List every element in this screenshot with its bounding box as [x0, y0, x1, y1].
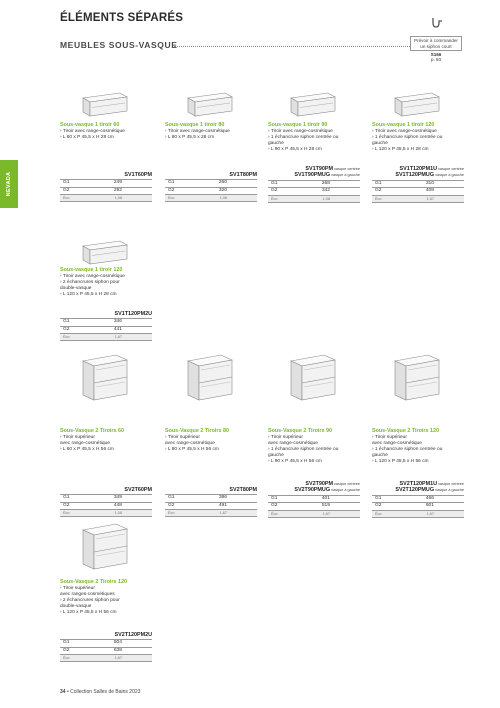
- product-card: [60, 238, 152, 340]
- product-description: [60, 586, 152, 617]
- price-table: [60, 639, 152, 662]
- product-desc-line: › L 60 x P 45,5 x H 28 cm: [60, 134, 114, 140]
- product-title: Sous-Vasque 2 Tiroirs 120: [372, 428, 440, 434]
- product-desc-line: › Tiroir supérieur: [60, 585, 95, 591]
- price-table: [372, 180, 464, 203]
- product-ref-block: [268, 166, 360, 203]
- price-row: [60, 495, 152, 503]
- product-image: [288, 351, 360, 403]
- price-row: [60, 640, 152, 648]
- product-desc-line: › L 120 x P 45,5 x H 28 cm: [60, 292, 117, 298]
- product-card: [372, 351, 464, 516]
- price-row: [268, 195, 360, 202]
- price-row: [372, 188, 464, 196]
- product-desc-line: double-vasque: [60, 285, 92, 291]
- page-title: ÉLÉMENTS SÉPARÉS: [60, 12, 184, 24]
- price-value: 1,08: [81, 195, 152, 202]
- price-value: 260: [186, 180, 257, 188]
- product-image: [392, 351, 464, 403]
- product-title: Sous-vasque 1 tiroir 120: [60, 267, 123, 273]
- price-value: 249: [81, 180, 152, 188]
- product-desc-line: › L 120 x P 45,5 x H 56 cm: [372, 459, 429, 465]
- page-number: 34: [60, 689, 66, 695]
- price-row: [165, 502, 257, 510]
- product-ref-code: SV2T120PM1U: [399, 481, 437, 487]
- price-value: 448: [81, 502, 152, 510]
- product-card: [165, 90, 257, 201]
- siphon-ref-code: S166: [430, 52, 442, 57]
- product-title: Sous-Vasque 2 Tiroirs 120: [60, 579, 128, 585]
- product-ref-code: SV1T90PMUG: [294, 172, 331, 179]
- price-value: 1,67: [289, 510, 360, 517]
- price-label: Éco: [60, 510, 81, 517]
- product-card: [372, 90, 464, 201]
- price-row: [60, 180, 152, 188]
- product-ref-block: [60, 172, 152, 202]
- price-label: Éco: [165, 510, 186, 517]
- price-row: [268, 495, 360, 503]
- product-ref: [60, 311, 152, 317]
- price-value: 320: [186, 187, 257, 195]
- product-desc-line: › 1 échancrure siphon centrée ou: [268, 446, 339, 452]
- price-label: G2: [60, 647, 81, 655]
- siphon-ref-page: p. 93: [430, 57, 441, 62]
- product-ref-code: SV2T90PM: [305, 481, 333, 487]
- product-ref-block: [165, 487, 257, 517]
- product-desc-line: gauche: [268, 140, 284, 146]
- product-desc-line: avec range-cosmétique: [372, 440, 422, 446]
- price-row: [165, 195, 257, 202]
- price-label: G2: [268, 503, 289, 511]
- price-row: [372, 503, 464, 511]
- product-ref: [268, 172, 360, 178]
- product-card: [268, 351, 360, 516]
- footer-text: • Collection Salles de Bains 2023: [65, 689, 141, 695]
- product-description: [268, 435, 360, 466]
- section-title: MEUBLES SOUS-VASQUE: [60, 40, 178, 50]
- product-ref: [165, 172, 257, 178]
- product-desc-line: › L 60 x P 45,5 x H 56 cm: [60, 446, 114, 452]
- price-value: 1,67: [393, 195, 464, 202]
- price-row: [165, 510, 257, 517]
- product-ref-note: vasque à gauche: [330, 488, 360, 493]
- product-card: [60, 520, 152, 661]
- price-label: G1: [60, 180, 81, 188]
- product-ref-code: SV1T60PM: [124, 172, 152, 178]
- product-desc-line: avec range-cosmétique: [165, 440, 215, 446]
- price-value: 491: [186, 502, 257, 510]
- product-image: [80, 90, 152, 120]
- price-label: G2: [60, 187, 81, 195]
- product-desc-line: › 1 échancrure siphon centrée ou: [268, 134, 339, 140]
- product-description: [268, 129, 360, 154]
- price-row: [268, 188, 360, 196]
- price-label: Éco: [268, 510, 289, 517]
- price-value: 1,08: [186, 195, 257, 202]
- price-row: [268, 180, 360, 188]
- price-row: [372, 495, 464, 503]
- price-value: 1,08: [289, 195, 360, 202]
- product-ref-code: SV1T120PM2U: [114, 311, 152, 317]
- price-value: 1,67: [393, 510, 464, 517]
- siphon-ref: [410, 52, 462, 62]
- product-desc-line: double-vasque: [60, 604, 92, 610]
- product-desc-line: › Tiroir supérieur: [60, 434, 95, 440]
- product-desc-line: › Tiroir avec range-cosmétique: [268, 128, 333, 134]
- price-label: Éco: [165, 195, 186, 202]
- product-ref-block: [60, 311, 152, 341]
- price-value: 310: [393, 180, 464, 188]
- price-label: G1: [268, 180, 289, 188]
- product-ref-note: vasque centrée: [332, 167, 360, 171]
- price-table: [60, 494, 152, 517]
- product-ref-block: [372, 166, 464, 203]
- product-description: [60, 274, 152, 299]
- product-ref-block: [165, 172, 257, 202]
- product-description: [372, 435, 464, 466]
- side-tab: [0, 160, 18, 208]
- product-image: [185, 351, 257, 403]
- product-desc-line: gauche: [372, 453, 388, 459]
- price-value: 346: [81, 319, 152, 327]
- product-ref-block: [60, 632, 152, 662]
- product-desc-line: › L 90 x P 45,5 x H 28 cm: [268, 147, 322, 153]
- product-desc-line: › Tiroir avec range-cosmétique: [60, 273, 125, 279]
- product-description: [165, 435, 257, 454]
- price-label: Éco: [372, 510, 393, 517]
- price-table: [268, 180, 360, 203]
- product-desc-line: gauche: [268, 453, 284, 459]
- product-desc-line: › L 120 x P 45,5 x H 28 cm: [372, 147, 429, 153]
- product-desc-line: avec range-cosmétique: [60, 440, 110, 446]
- product-ref-code: SV2T120PMUG: [395, 487, 435, 494]
- product-title: Sous-vasque 1 tiroir 120: [372, 122, 435, 128]
- price-value: 504: [81, 640, 152, 648]
- product-title: Sous-vasque 1 tiroir 60: [60, 122, 120, 128]
- product-ref-code: SV1T120PMUG: [395, 172, 435, 179]
- price-label: G1: [60, 495, 81, 503]
- price-value: 441: [81, 326, 152, 334]
- product-title: Sous-vasque 1 tiroir 80: [165, 122, 225, 128]
- price-value: 349: [81, 495, 152, 503]
- siphon-icon: [429, 18, 443, 30]
- product-ref: [165, 487, 257, 493]
- price-label: G1: [60, 640, 81, 648]
- product-desc-line: gauche: [372, 140, 388, 146]
- price-label: G2: [60, 326, 81, 334]
- price-value: 292: [81, 187, 152, 195]
- product-ref-code: SV1T80PM: [229, 172, 257, 178]
- product-title: Sous-Vasque 2 Tiroirs 80: [165, 428, 230, 434]
- price-table: [165, 179, 257, 202]
- product-ref-code: SV2T90PMUG: [294, 487, 331, 494]
- price-value: 408: [393, 188, 464, 196]
- price-label: G2: [165, 502, 186, 510]
- product-desc-line: › 1 échancrure siphon centrée ou: [372, 134, 443, 140]
- price-value: 1,08: [81, 510, 152, 517]
- price-row: [165, 187, 257, 195]
- product-ref-block: [372, 481, 464, 518]
- product-ref: [60, 487, 152, 493]
- price-value: 519: [289, 503, 360, 511]
- product-image: [392, 90, 464, 120]
- price-label: Éco: [372, 195, 393, 202]
- product-image: [185, 90, 257, 120]
- product-description: [60, 435, 152, 454]
- price-label: G1: [268, 495, 289, 503]
- siphon-note-text: Prévoir à commander un siphon court: [410, 36, 462, 51]
- price-label: G2: [372, 188, 393, 196]
- product-desc-line: › 1 échancrure siphon centrée ou: [372, 446, 443, 452]
- product-ref-note: vasque à gauche: [330, 173, 360, 178]
- price-label: G1: [372, 180, 393, 188]
- price-value: 401: [289, 495, 360, 503]
- product-ref-code: SV1T120PM1U: [399, 166, 437, 172]
- product-ref-note: vasque à gauche: [434, 173, 464, 178]
- product-card: [268, 90, 360, 201]
- product-ref-note: vasque centrée: [436, 167, 464, 171]
- product-ref: [60, 172, 152, 178]
- price-row: [60, 187, 152, 195]
- price-value: 268: [289, 180, 360, 188]
- page-footer: [60, 689, 140, 695]
- siphon-note: [410, 18, 462, 62]
- product-title: Sous-Vasque 2 Tiroirs 60: [60, 428, 125, 434]
- product-ref-code: SV2T60PM: [124, 487, 152, 493]
- price-label: G1: [165, 495, 186, 503]
- product-ref-note: vasque à gauche: [434, 488, 464, 493]
- product-desc-line: › L 80 x P 45,5 x H 56 cm: [165, 446, 219, 452]
- product-ref-block: [268, 481, 360, 518]
- price-row: [60, 195, 152, 202]
- price-table: [60, 179, 152, 202]
- product-card: [60, 351, 152, 516]
- price-label: G1: [372, 495, 393, 503]
- product-title: Sous-vasque 1 tiroir 90: [268, 122, 328, 128]
- price-row: [60, 647, 152, 655]
- section-divider: [174, 46, 410, 47]
- price-row: [372, 510, 464, 517]
- product-description: [60, 129, 152, 141]
- price-value: 1,67: [81, 334, 152, 341]
- product-image: [80, 520, 152, 572]
- product-title: Sous-Vasque 2 Tiroirs 90: [268, 428, 333, 434]
- product-desc-line: › Tiroir avec range-cosmétique: [165, 128, 230, 134]
- price-row: [60, 326, 152, 334]
- product-ref-block: [60, 487, 152, 517]
- price-row: [372, 195, 464, 202]
- price-row: [268, 503, 360, 511]
- product-desc-line: › L 120 x P 45,5 x H 56 cm: [60, 610, 117, 616]
- product-description: [165, 129, 257, 141]
- product-image: [80, 351, 152, 403]
- price-table: [372, 495, 464, 518]
- price-row: [60, 334, 152, 341]
- product-desc-line: › 2 échancrures siphon pour: [60, 279, 120, 285]
- price-label: G2: [165, 187, 186, 195]
- product-ref: [372, 172, 464, 178]
- product-ref: [60, 632, 152, 638]
- product-ref-note: vasque centrée: [436, 482, 464, 486]
- price-row: [165, 495, 257, 503]
- product-desc-line: › Tiroir supérieur: [165, 434, 200, 440]
- product-image: [288, 90, 360, 120]
- price-value: 466: [393, 495, 464, 503]
- product-ref-code: SV2T80PM: [229, 487, 257, 493]
- price-row: [165, 180, 257, 188]
- price-row: [372, 180, 464, 188]
- price-value: 1,67: [186, 510, 257, 517]
- price-value: 601: [393, 503, 464, 511]
- price-value: 342: [289, 188, 360, 196]
- price-value: 638: [81, 647, 152, 655]
- product-desc-line: › Tiroir supérieur: [268, 434, 303, 440]
- price-label: Éco: [268, 195, 289, 202]
- price-value: 386: [186, 495, 257, 503]
- price-label: G2: [268, 188, 289, 196]
- price-label: G2: [60, 502, 81, 510]
- product-ref-code: SV1T90PM: [305, 166, 333, 172]
- price-table: [60, 318, 152, 341]
- product-card: [165, 351, 257, 516]
- product-ref: [372, 487, 464, 493]
- price-label: G1: [60, 319, 81, 327]
- product-desc-line: › Tiroir avec range-cosmétique: [60, 128, 125, 134]
- price-row: [60, 510, 152, 517]
- price-label: G2: [372, 503, 393, 511]
- product-ref-note: vasque centrée: [332, 482, 360, 486]
- product-ref-code: SV2T120PM2U: [114, 632, 152, 638]
- price-row: [268, 510, 360, 517]
- product-card: [60, 90, 152, 201]
- price-table: [268, 495, 360, 518]
- product-desc-line: › Tiroir avec range-cosmétique: [372, 128, 437, 134]
- product-desc-line: › L 80 x P 45,5 x 28 cm: [165, 134, 215, 140]
- product-image: [80, 238, 152, 268]
- product-description: [372, 129, 464, 154]
- price-label: G1: [165, 180, 186, 188]
- price-label: Éco: [60, 195, 81, 202]
- price-row: [60, 319, 152, 327]
- product-desc-line: avec range-cosmétique: [268, 440, 318, 446]
- price-value: 1,67: [81, 655, 152, 662]
- price-row: [60, 502, 152, 510]
- product-desc-line: › L 90 x P 45,5 x H 56 cm: [268, 459, 322, 465]
- side-tab-label: NEVADA: [6, 171, 12, 197]
- product-desc-line: › 2 échancrures siphon pour: [60, 597, 120, 603]
- price-row: [60, 655, 152, 662]
- price-label: Éco: [60, 655, 81, 662]
- product-desc-line: › Tiroir supérieur: [372, 434, 407, 440]
- product-desc-line: avec ranges-cosmétiques: [60, 591, 115, 597]
- price-label: Éco: [60, 334, 81, 341]
- price-table: [165, 494, 257, 517]
- product-ref: [268, 487, 360, 493]
